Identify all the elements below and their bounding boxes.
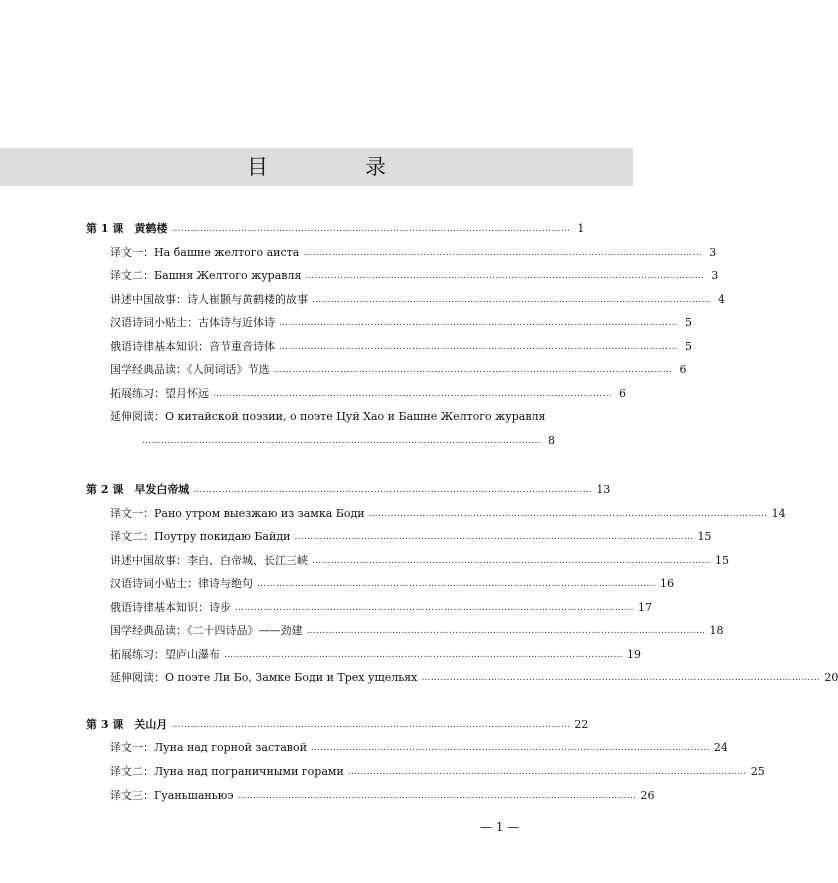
dot-leader: ………………………………………………………………………………………………………………	[257, 579, 656, 589]
toc-entry[interactable]	[110, 293, 725, 307]
page-number: 14	[771, 507, 786, 520]
entry-title: 译文二：Луна над пограничными горами	[110, 765, 344, 778]
toc-entry[interactable]	[110, 387, 626, 401]
entry-title: 汉语诗词小贴士：律诗与绝句	[110, 577, 253, 590]
dot-leader: ………………………………………………………………………………………………………………	[310, 743, 710, 753]
entry-title: 拓展练习：望月怀远	[110, 387, 209, 400]
entry-title: 讲述中国故事：李白、白帝城、长江三峡	[110, 554, 308, 567]
toc-entry[interactable]	[110, 363, 687, 377]
entry-title: 译文一：Рано утром выезжаю из замка Боди	[110, 507, 365, 520]
page-number: 1	[577, 222, 585, 235]
toc-entry[interactable]	[110, 765, 765, 779]
dot-leader: ………………………………………………………………………………………………………………	[235, 603, 634, 613]
entry-title: 汉语诗词小贴士：古体诗与近体诗	[110, 316, 275, 329]
toc-entry[interactable]	[110, 269, 719, 283]
page-number: 3	[709, 246, 717, 259]
dot-leader: ………………………………………………………………………………………………………………	[193, 485, 593, 495]
dot-leader: ………………………………………………………………………………………………………………	[312, 556, 711, 566]
entry-title: 译文一：Луна над горной заставой	[110, 741, 307, 754]
dot-leader: ………………………………………………………………………………………………………………	[347, 767, 747, 777]
toc-entry[interactable]	[110, 246, 717, 260]
toc-entry[interactable]	[110, 507, 786, 521]
page-title: 目 录	[247, 155, 424, 179]
toc-entry[interactable]	[110, 601, 652, 615]
dot-leader: ………………………………………………………………………………………………………………	[273, 365, 673, 375]
dot-leader: ………………………………………………………………………………………………………………	[171, 224, 571, 234]
page-number: 8	[548, 434, 555, 447]
entry-title: 国学经典品读：《二十四诗品》——劲建	[110, 624, 303, 637]
entry-title: 译文二：Поутру покидаю Байди	[110, 530, 291, 543]
toc-entry[interactable]	[110, 648, 641, 662]
dot-leader: ………………………………………………………………………………………………………………	[312, 295, 711, 305]
toc-entry[interactable]	[110, 577, 674, 591]
toc-entry[interactable]	[110, 624, 724, 638]
entry-title: 讲述中国故事：诗人崔颢与黄鹤楼的故事	[110, 293, 308, 306]
page-number: 24	[713, 741, 728, 754]
toc-entry[interactable]	[110, 789, 655, 803]
dot-leader: ………………………………………………………………………………………………………………	[368, 509, 768, 519]
entry-title: 译文二：Башня Желтого журавля	[110, 269, 302, 282]
page-number: 20	[824, 671, 838, 684]
page-number: 19	[627, 648, 641, 661]
lesson-header[interactable]	[86, 222, 585, 236]
entry-title: 译文一：На башне желтого аиста	[110, 246, 300, 259]
toc-entry-continuation[interactable]	[142, 434, 555, 448]
page-number: 18	[709, 624, 724, 637]
dot-leader: ………………………………………………………………………………………………………………	[303, 248, 703, 258]
toc-entry[interactable]	[110, 554, 729, 568]
dot-leader: ………………………………………………………………………………………………………………	[305, 271, 705, 281]
page-number: 16	[660, 577, 674, 590]
dot-leader: ………………………………………………………………………………………………………………	[213, 389, 612, 399]
page-number: 3	[711, 269, 719, 282]
page-number: 17	[638, 601, 652, 614]
lesson-title: 第 2 课 早发白帝城	[86, 483, 190, 496]
page-number: 13	[596, 483, 611, 496]
lesson-title: 第 3 课 关山月	[86, 718, 168, 731]
lesson-header[interactable]	[86, 718, 589, 732]
entry-title: 俄语诗律基本知识：音节重音诗体	[110, 340, 275, 353]
toc-entry[interactable]	[110, 316, 692, 330]
lesson-title: 第 1 课 黄鹤楼	[86, 222, 168, 235]
entry-title: 俄语诗律基本知识：诗步	[110, 601, 231, 614]
toc-entry[interactable]	[110, 410, 550, 424]
entry-title: 拓展练习：望庐山瀑布	[110, 648, 220, 661]
page-number: 5	[685, 316, 692, 329]
entry-title: 译文三：Гуаньшаньюэ	[110, 789, 234, 802]
dot-leader: ………………………………………………………………………………………………………………	[294, 532, 694, 542]
dot-leader: ………………………………………………………………………………………………………………	[237, 791, 637, 801]
page-number: 6	[619, 387, 626, 400]
title-band	[0, 148, 633, 186]
page-number: 22	[574, 718, 589, 731]
lesson-header[interactable]	[86, 483, 611, 497]
page-number: 26	[640, 789, 655, 802]
page-number: 15	[697, 530, 712, 543]
dot-leader: ………………………………………………………………………………………………………………	[142, 436, 541, 446]
page-number: 5	[685, 340, 692, 353]
dot-leader: ………………………………………………………………………………………………………………	[421, 673, 821, 683]
dot-leader: ………………………………………………………………………………………………………………	[306, 626, 706, 636]
page-number: 15	[715, 554, 729, 567]
dot-leader: ………………………………………………………………………………………………………………	[224, 650, 623, 660]
toc-entry[interactable]	[110, 671, 838, 685]
entry-title: 国学经典品读：《人间词话》节选	[110, 363, 270, 376]
entry-title: 延伸阅读：О китайской поэзии, о поэте Цуй Хао и Башне Желтого журавля	[110, 410, 546, 423]
toc-entry[interactable]	[110, 741, 728, 755]
dot-leader: ………………………………………………………………………………………………………………	[171, 720, 571, 730]
page-number: 6	[679, 363, 687, 376]
toc-entry[interactable]	[110, 340, 692, 354]
dot-leader: ………………………………………………………………………………………………………………	[279, 342, 678, 352]
page-number: 25	[750, 765, 765, 778]
page-number: 4	[718, 293, 725, 306]
entry-title: 延伸阅读：О поэте Ли Бо, Замке Боди и Трех ущельях	[110, 671, 418, 684]
dot-leader: ………………………………………………………………………………………………………………	[279, 318, 678, 328]
toc-entry[interactable]	[110, 530, 712, 544]
page-footer-number: — 1 —	[480, 820, 520, 834]
